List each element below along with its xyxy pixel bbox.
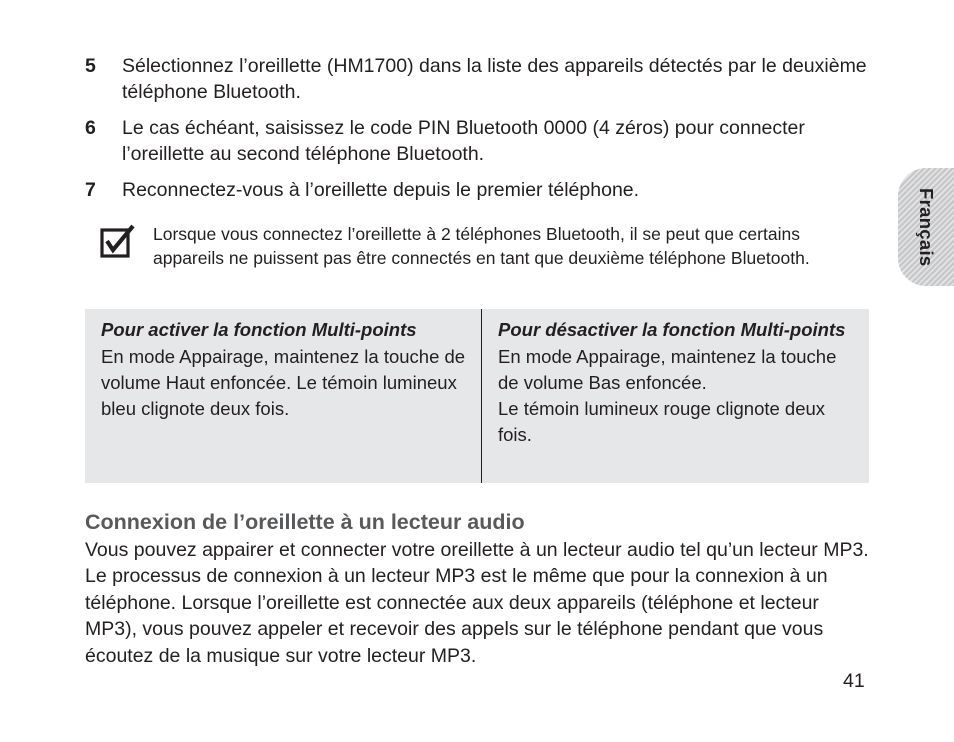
page-number: 41 xyxy=(843,670,865,692)
note-box xyxy=(100,222,875,270)
step-number: 5 xyxy=(85,55,96,77)
deactivate-body-line2: Le témoin lumineux rouge clignote deux fois. xyxy=(498,398,826,445)
deactivate-column xyxy=(482,309,869,483)
checkmark-box-icon xyxy=(100,224,136,260)
section-heading: Connexion de l’oreillette à un lecteur audio xyxy=(85,510,525,534)
activate-title: Pour activer la fonction Multi-points xyxy=(101,319,417,340)
activate-body: En mode Appairage, maintenez la touche de volume Haut enfoncée. Le témoin lumineux bleu clignote deux fois. xyxy=(101,346,466,419)
activate-column xyxy=(85,309,482,483)
language-label: Français xyxy=(916,187,937,267)
deactivate-title: Pour désactiver la fonction Multi-points xyxy=(498,319,846,340)
step-text: Reconnectez-vous à l’oreillette depuis le premier téléphone. xyxy=(122,179,640,201)
section-paragraph: Vous pouvez appairer et connecter votre oreillette à un lecteur audio tel qu’un lecteur MP3. Le processus de connexion à un lecteur MP3 est le même que pour la connexion à un téléphone. Lorsque l’oreillette est connectée aux deux appareils (téléphone et lecteur MP3), vous pouvez appeler et recevoir des appels sur le téléphone pendant que vous écoutez de la musique sur votre lecteur MP3. xyxy=(85,539,869,667)
step-6 xyxy=(85,115,875,167)
step-number: 7 xyxy=(85,179,96,201)
step-7 xyxy=(85,177,875,203)
step-text: Sélectionnez l’oreillette (HM1700) dans la liste des appareils détectés par le deuxième téléphone Bluetooth. xyxy=(122,55,867,103)
step-5 xyxy=(85,53,875,105)
deactivate-body-line1: En mode Appairage, maintenez la touche de volume Bas enfoncée. xyxy=(498,346,837,393)
step-text: Le cas échéant, saisissez le code PIN Bluetooth 0000 (4 zéros) pour connecter l’oreillette au second téléphone Bluetooth. xyxy=(122,117,805,165)
step-number: 6 xyxy=(85,117,96,139)
multipoint-table xyxy=(85,309,869,483)
language-tab xyxy=(898,168,954,286)
note-text: Lorsque vous connectez l’oreillette à 2 téléphones Bluetooth, il se peut que certains appareils ne puissent pas être connectés en tant que deuxième téléphone Bluetooth. xyxy=(153,224,810,268)
